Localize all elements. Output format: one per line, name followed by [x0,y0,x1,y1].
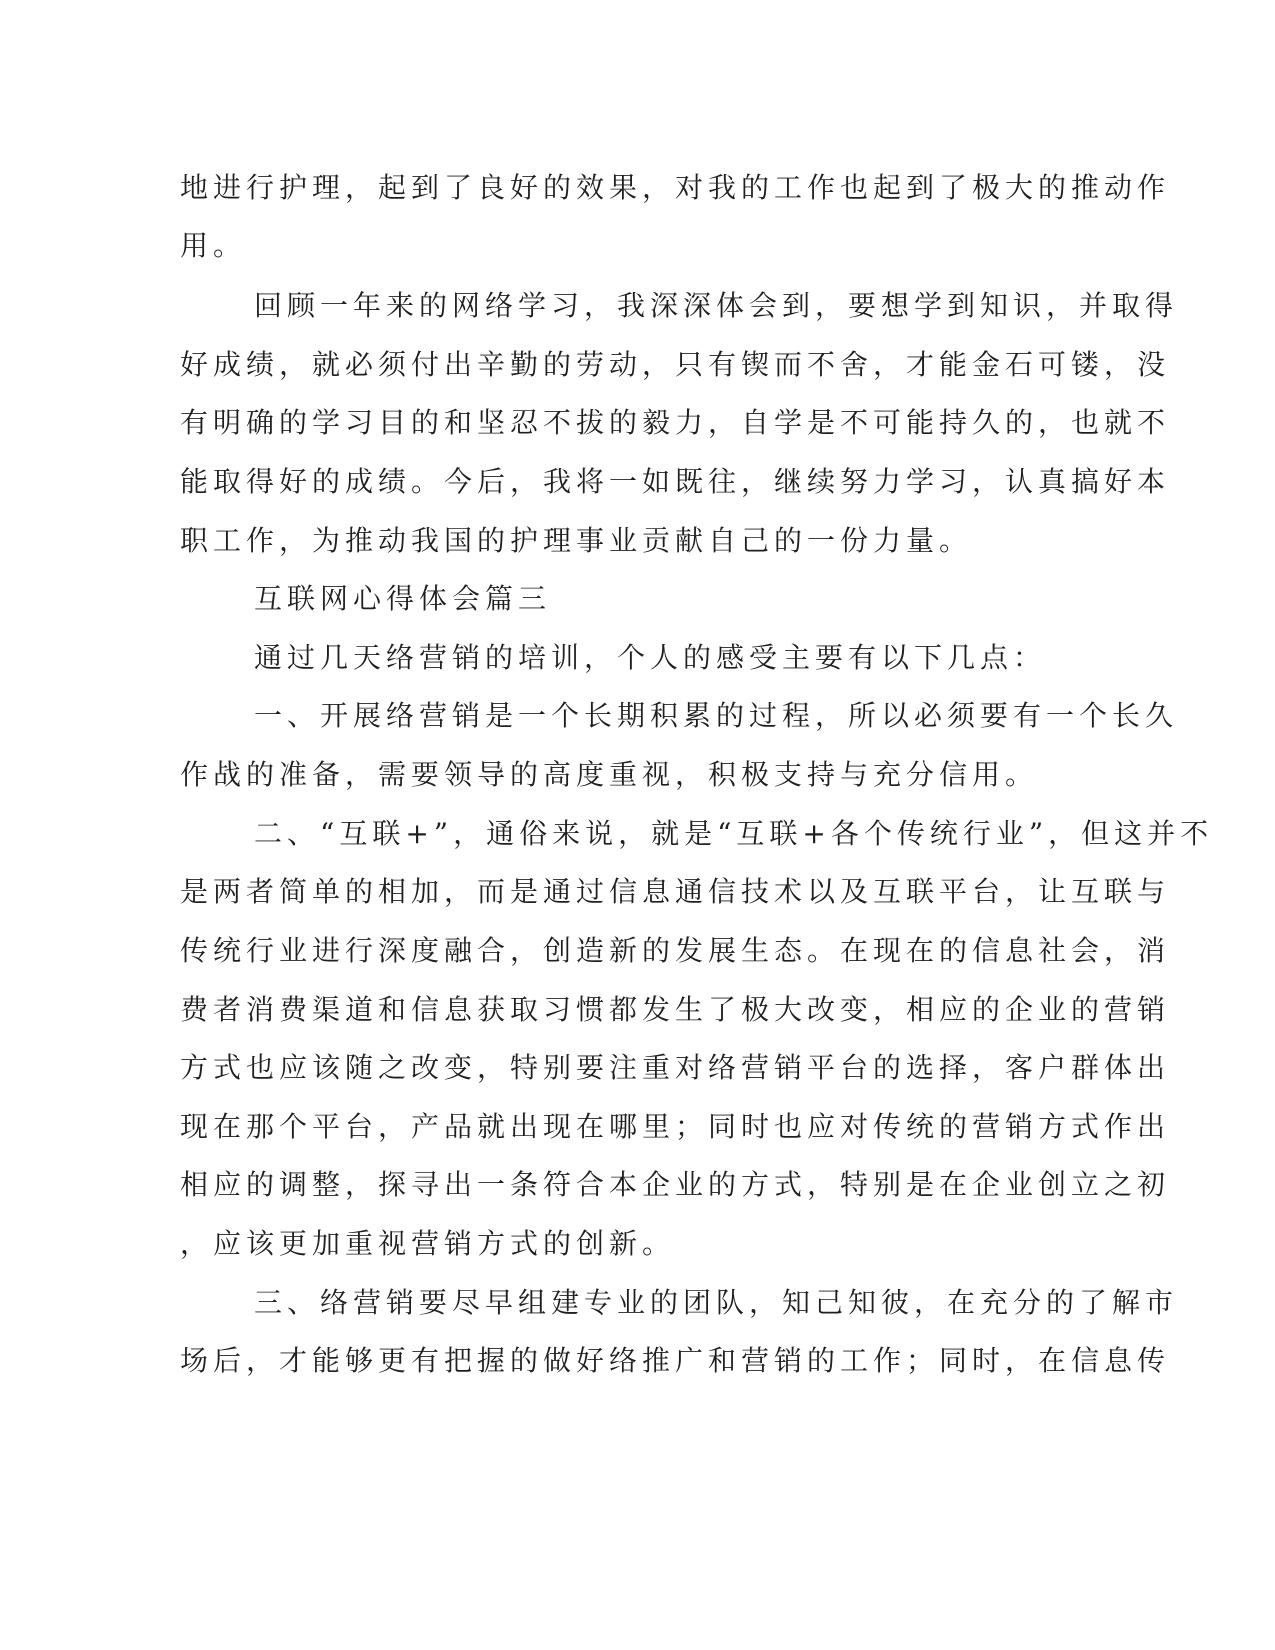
paragraph-line: 地进行护理，起到了良好的效果，对我的工作也起到了极大的推动作 [180,171,1171,204]
paragraph-line: 一、开展络营销是一个长期积累的过程，所以必须要有一个长久 [254,699,1179,732]
paragraph-line: 二、“互联+”，通俗来说，就是“互联+各个传统行业”，但这并不 [254,817,1214,850]
paragraph-line: 是两者简单的相加，而是通过信息通信技术以及互联平台，让互联与 [180,875,1171,908]
paragraph-line: 费者消费渠道和信息获取习惯都发生了极大改变，相应的企业的营销 [180,993,1171,1026]
paragraph-line: 用。 [180,229,247,262]
paragraph-line: 场后，才能够更有把握的做好络推广和营销的工作；同时，在信息传 [180,1344,1171,1377]
paragraph-line: ，应该更加重视营销方式的创新。 [180,1227,676,1260]
paragraph-line: 传统行业进行深度融合，创造新的发展生态。在现在的信息社会，消 [180,934,1171,967]
paragraph-line: 方式也应该随之改变，特别要注重对络营销平台的选择，客户群体出 [180,1051,1171,1084]
section-heading: 互联网心得体会篇三 [254,582,552,615]
paragraph-line: 现在那个平台，产品就出现在哪里；同时也应对传统的营销方式作出 [180,1110,1171,1143]
paragraph-line: 相应的调整，探寻出一条符合本企业的方式，特别是在企业创立之初 [180,1168,1171,1201]
paragraph-line: 通过几天络营销的培训，个人的感受主要有以下几点： [254,641,1047,674]
paragraph-line: 职工作，为推动我国的护理事业贡献自己的一份力量。 [180,524,973,557]
paragraph-line: 有明确的学习目的和坚忍不拔的毅力，自学是不可能持久的，也就不 [180,406,1171,439]
paragraph-line: 三、络营销要尽早组建专业的团队，知己知彼，在充分的了解市 [254,1286,1179,1319]
paragraph-line: 回顾一年来的网络学习，我深深体会到，要想学到知识，并取得 [254,289,1179,322]
paragraph-line: 好成绩，就必须付出辛勤的劳动，只有锲而不舍，才能金石可镂，没 [180,348,1171,381]
paragraph-line: 作战的准备，需要领导的高度重视，积极支持与充分信用。 [180,758,1039,791]
paragraph-line: 能取得好的成绩。今后，我将一如既往，继续努力学习，认真搞好本 [180,465,1171,498]
